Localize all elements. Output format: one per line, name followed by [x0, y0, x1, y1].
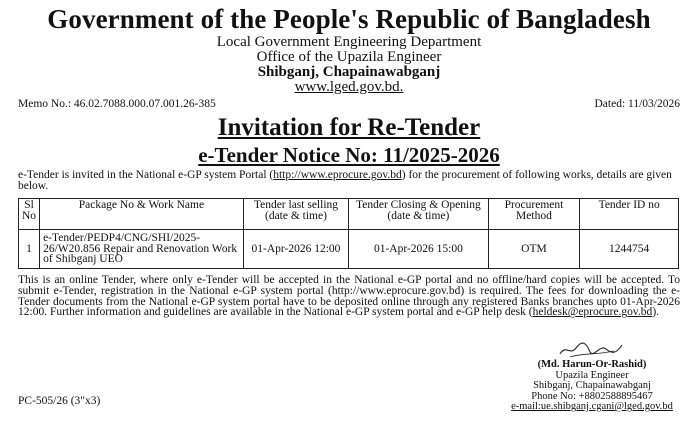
header-closing: Tender Closing & Opening (date & time) [349, 199, 488, 230]
header-last-selling: Tender last selling (date & time) [243, 199, 349, 230]
helpdesk-email-link[interactable]: heldesk@eprocure.gov.bd [532, 306, 653, 319]
instructions-paragraph [18, 275, 680, 318]
signatory-phone: Phone No: +8802588895467 [531, 390, 653, 402]
signature-block [485, 360, 698, 413]
location-line: Shibganj, Chapainawabganj [257, 64, 441, 80]
tender-table [18, 198, 679, 269]
table-row [19, 230, 679, 269]
government-heading: Government of the People's Republic of Bangladesh [47, 4, 651, 34]
intro-text-end: ) for the procurement of following works, details are given below. [18, 169, 672, 192]
handwritten-signature [556, 338, 626, 360]
pc-reference: PC-505/26 (3"x3) [18, 395, 101, 407]
intro-text-start: e-Tender is invited in the National e-GP system Portal ( [18, 169, 274, 181]
intro-paragraph [18, 170, 680, 192]
cell-sl: 1 [19, 230, 40, 269]
department-line: Local Government Engineering Department [216, 34, 482, 50]
cell-last-selling: 01-Apr-2026 12:00 [243, 230, 349, 269]
notice-number: e-Tender Notice No: 11/2025-2026 [198, 143, 500, 167]
instructions-text: This is an online Tender, where only e-Tender will be accepted in the National e-GP portal and no offline/hard copies will be accepted. To submit e-Tender, registration in the National e-GP system portal (http://www.eprocure.gov.bd) is required. The fees for downloading the e-Tender documents from the National e-GP system portal have to be deposited online through any registered Banks branches upto 01-Apr-2026 12:00. Further information and guidelines are available in the National e-GP system portal and e-GP help desk ( [18, 274, 680, 319]
cell-tender-id: 1244754 [580, 230, 679, 269]
signatory-designation: Upazila Engineer [555, 369, 629, 381]
signatory-name: (Md. Harun-Or-Rashid) [537, 359, 647, 370]
signatory-email[interactable]: e-mail:ue.shibganj.cgani@lged.gov.bd [511, 401, 673, 412]
header-sl: Sl No [19, 199, 40, 230]
header-tender-id: Tender ID no [580, 199, 679, 230]
header-method: Procurement Method [488, 199, 580, 230]
signatory-place: Shibganj, Chapainawabganj [533, 380, 651, 391]
cell-method: OTM [488, 230, 580, 269]
office-line: Office of the Upazila Engineer [256, 49, 442, 65]
instructions-end: ). [652, 306, 660, 319]
cell-closing: 01-Apr-2026 15:00 [349, 230, 488, 269]
table-header-row [19, 199, 679, 230]
memo-number: Memo No.: 46.02.7088.000.07.001.26-385 [18, 98, 216, 110]
cell-package: e-Tender/PEDP4/CNG/SHI/2025-26/W20.856 Repair and Renovation Work of Shibganj UEO [40, 230, 244, 269]
portal-link[interactable]: http://www.eprocure.gov.bd [273, 169, 402, 181]
header-package: Package No & Work Name [40, 199, 244, 230]
date-line: Dated: 11/03/2026 [594, 98, 680, 110]
notice-title: Invitation for Re-Tender [217, 114, 481, 141]
website-link[interactable]: www.lged.gov.bd. [294, 79, 404, 95]
